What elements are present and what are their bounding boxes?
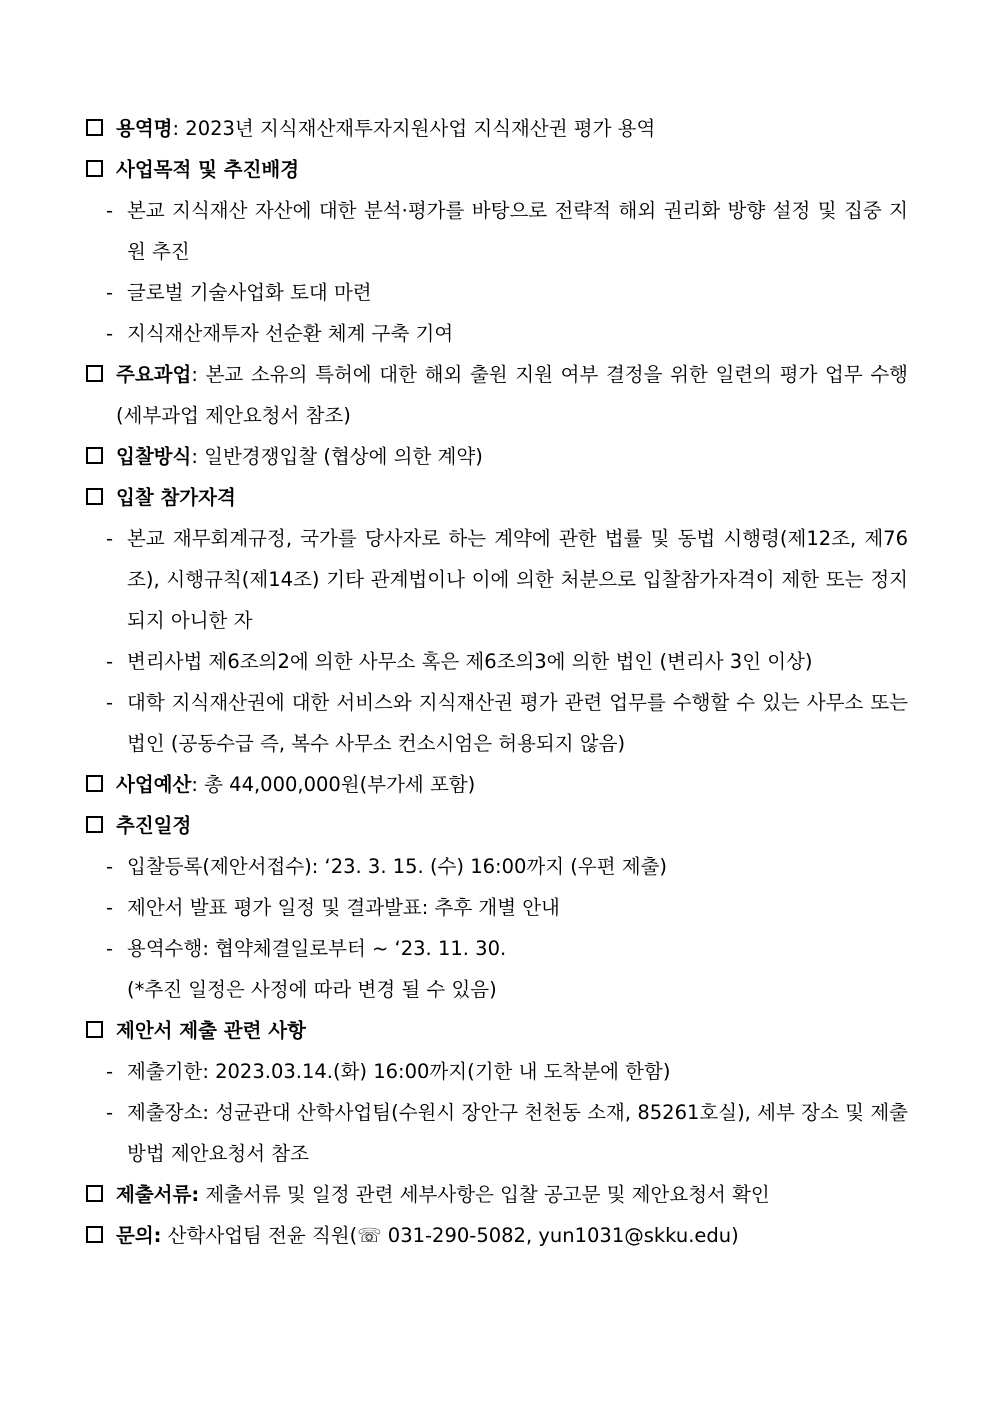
bullet-item [86,682,908,764]
checkbox-square-icon [86,365,103,382]
bullet-text: 입찰등록(제안서접수): ‘23. 3. 15. (수) 16:00까지 (우편 제출) [127,855,668,878]
bullet-item [86,272,908,313]
section-text: : 본교 소유의 특허에 대한 해외 출원 지원 여부 결정을 위한 일련의 평가 업무 수행 (세부과업 제안요청서 참조) [116,363,908,427]
section-label: 용역명 [116,117,173,140]
bullet-item [86,887,908,928]
checkbox-square-icon [86,488,103,505]
bullet-item [86,1092,908,1174]
section-bid-method [86,436,908,477]
dash-icon: - [106,650,114,673]
section-text: : 일반경쟁입찰 (협상에 의한 계약) [191,445,483,468]
section-label: 문의: [116,1224,162,1247]
section-documents [86,1174,908,1215]
dash-icon: - [106,1060,114,1083]
section-label: 입찰 참가자격 [116,486,236,509]
section-main-tasks [86,354,908,436]
bullet-text: 제안서 발표 평가 일정 및 결과발표: 추후 개별 안내 [127,896,560,919]
checkbox-square-icon [86,1226,103,1243]
section-contact [86,1215,908,1256]
bullet-item [86,313,908,354]
section-label: 추진일정 [116,814,192,837]
section-text: 제출서류 및 일정 관련 세부사항은 입찰 공고문 및 제안요청서 확인 [199,1183,770,1206]
dash-icon: - [106,199,114,222]
bullet-item [86,1051,908,1092]
bullet-item [86,846,908,887]
bullet-text: 대학 지식재산권에 대한 서비스와 지식재산권 평가 관련 업무를 수행할 수 있는 사무소 또는 법인 (공동수급 즉, 복수 사무소 컨소시엄은 허용되지 않음) [127,691,908,755]
bullet-text: 제출기한: 2023.03.14.(화) 16:00까지(기한 내 도착분에 한함) [127,1060,671,1083]
section-label: 입찰방식 [116,445,192,468]
schedule-note: (*추진 일정은 사정에 따라 변경 될 수 있음) [127,978,497,1001]
section-eligibility [86,477,908,518]
bullet-item [86,928,908,969]
section-label: 제출서류: [116,1183,200,1206]
section-purpose [86,149,908,190]
section-text: 산학사업팀 전윤 직원(☏ 031-290-5082, yun1031@skku.edu) [161,1224,739,1247]
bullet-text: 용역수행: 협약체결일로부터 ~ ‘23. 11. 30. [127,937,507,960]
checkbox-square-icon [86,160,103,177]
bullet-text: 변리사법 제6조의2에 의한 사무소 혹은 제6조의3에 의한 법인 (변리사 3인 이상) [127,650,813,673]
section-service-name [86,108,908,149]
section-text: : 총 44,000,000원(부가세 포함) [191,773,476,796]
dash-icon: - [106,896,114,919]
dash-icon: - [106,281,114,304]
bullet-item [86,190,908,272]
dash-icon: - [106,855,114,878]
bullet-text: 본교 재무회계규정, 국가를 당사자로 하는 계약에 관한 법률 및 동법 시행령(제12조, 제76조), 시행규칙(제14조) 기타 관계법이나 이에 의한 처분으로 입찰참가자격이 제한 또는 정지되지 아니한 자 [127,527,908,632]
section-schedule [86,805,908,846]
checkbox-square-icon [86,447,103,464]
dash-icon: - [106,1101,114,1124]
bullet-text: 글로벌 기술사업화 토대 마련 [127,281,372,304]
checkbox-square-icon [86,119,103,136]
dash-icon: - [106,527,114,550]
dash-icon: - [106,937,114,960]
bullet-text: 지식재산재투자 선순환 체계 구축 기여 [127,322,454,345]
checkbox-square-icon [86,1021,103,1038]
checkbox-square-icon [86,1185,103,1202]
section-budget [86,764,908,805]
section-label: 주요과업 [116,363,192,386]
section-text: : 2023년 지식재산재투자지원사업 지식재산권 평가 용역 [172,117,656,140]
document-body [86,108,908,1256]
dash-icon: - [106,322,114,345]
bullet-item [86,641,908,682]
checkbox-square-icon [86,775,103,792]
bullet-text: 제출장소: 성균관대 산학사업팀(수원시 장안구 천천동 소재, 85261호실), 세부 장소 및 제출방법 제안요청서 참조 [127,1101,908,1165]
bullet-item [86,518,908,641]
section-label: 사업목적 및 추진배경 [116,158,300,181]
section-label: 사업예산 [116,773,192,796]
section-label: 제안서 제출 관련 사항 [116,1019,306,1042]
bullet-text: 본교 지식재산 자산에 대한 분석·평가를 바탕으로 전략적 해외 권리화 방향 설정 및 집중 지원 추진 [127,199,908,263]
dash-icon: - [106,691,114,714]
checkbox-square-icon [86,816,103,833]
section-submission [86,1010,908,1051]
